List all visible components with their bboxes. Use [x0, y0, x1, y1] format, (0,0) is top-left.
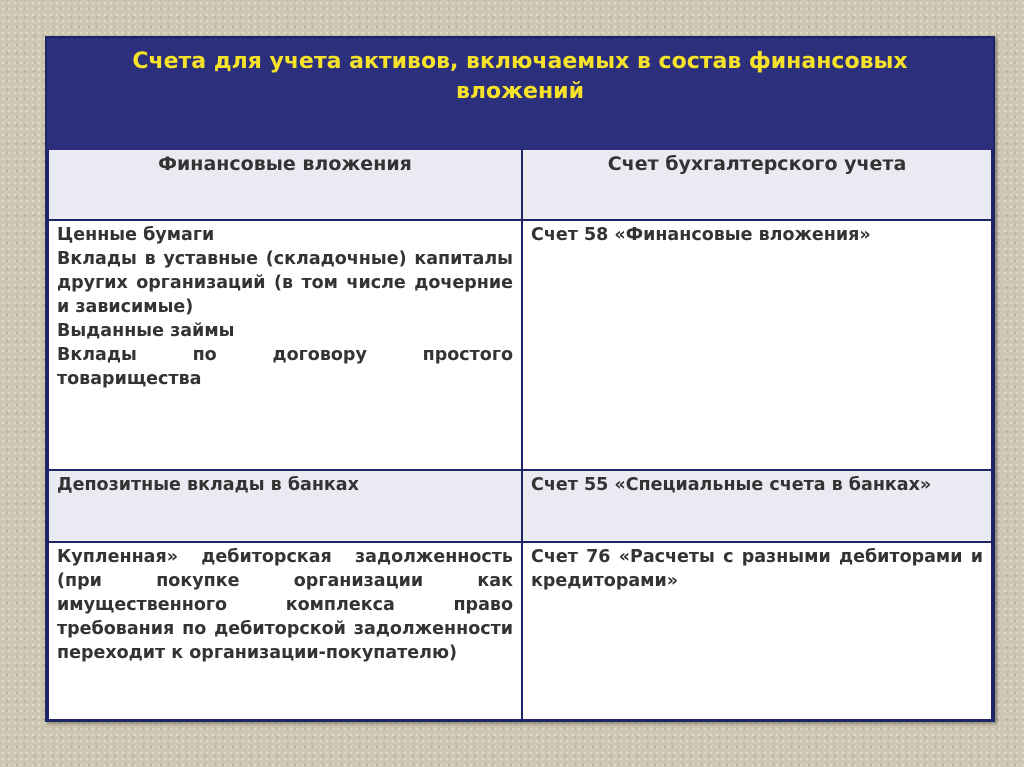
investments-cell: [48, 220, 522, 470]
investments-cell: [48, 542, 522, 720]
account-cell: [522, 220, 992, 470]
investment-item: Ценные бумаги: [57, 225, 215, 245]
investments-cell: [48, 470, 522, 542]
table-row: [48, 470, 992, 542]
account-cell: [522, 542, 992, 720]
header-financial-investments: Финансовые вложения: [48, 150, 522, 220]
account-text: Счет 58 «Финансовые вложения»: [531, 225, 871, 245]
account-text: Счет 55 «Специальные счета в банках»: [531, 475, 932, 495]
investment-item: Депозитные вклады в банках: [57, 475, 359, 495]
investment-item: Купленная» дебиторская задолженность (при покупке организации как имущественного комплекса право требования по дебиторской задолженности переходит к организации-покупателю): [57, 547, 513, 663]
account-text: Счет 76 «Расчеты с разными дебиторами и кредиторами»: [531, 547, 983, 591]
header-accounting-account: Счет бухгалтерского учета: [522, 150, 992, 220]
slide-title: Счета для учета активов, включаемых в состав финансовых вложений: [47, 38, 993, 150]
table-row: [48, 542, 992, 720]
account-cell: [522, 470, 992, 542]
accounts-table: [47, 150, 993, 721]
table-header-row: [48, 150, 992, 220]
investment-item: Вклады по договору простого товарищества: [57, 345, 513, 389]
investment-item: Вклады в уставные (складочные) капиталы других организаций (в том числе дочерние и зависимые): [57, 249, 513, 317]
investment-item: Выданные займы: [57, 321, 235, 341]
table-row: [48, 220, 992, 470]
slide: [45, 36, 995, 722]
